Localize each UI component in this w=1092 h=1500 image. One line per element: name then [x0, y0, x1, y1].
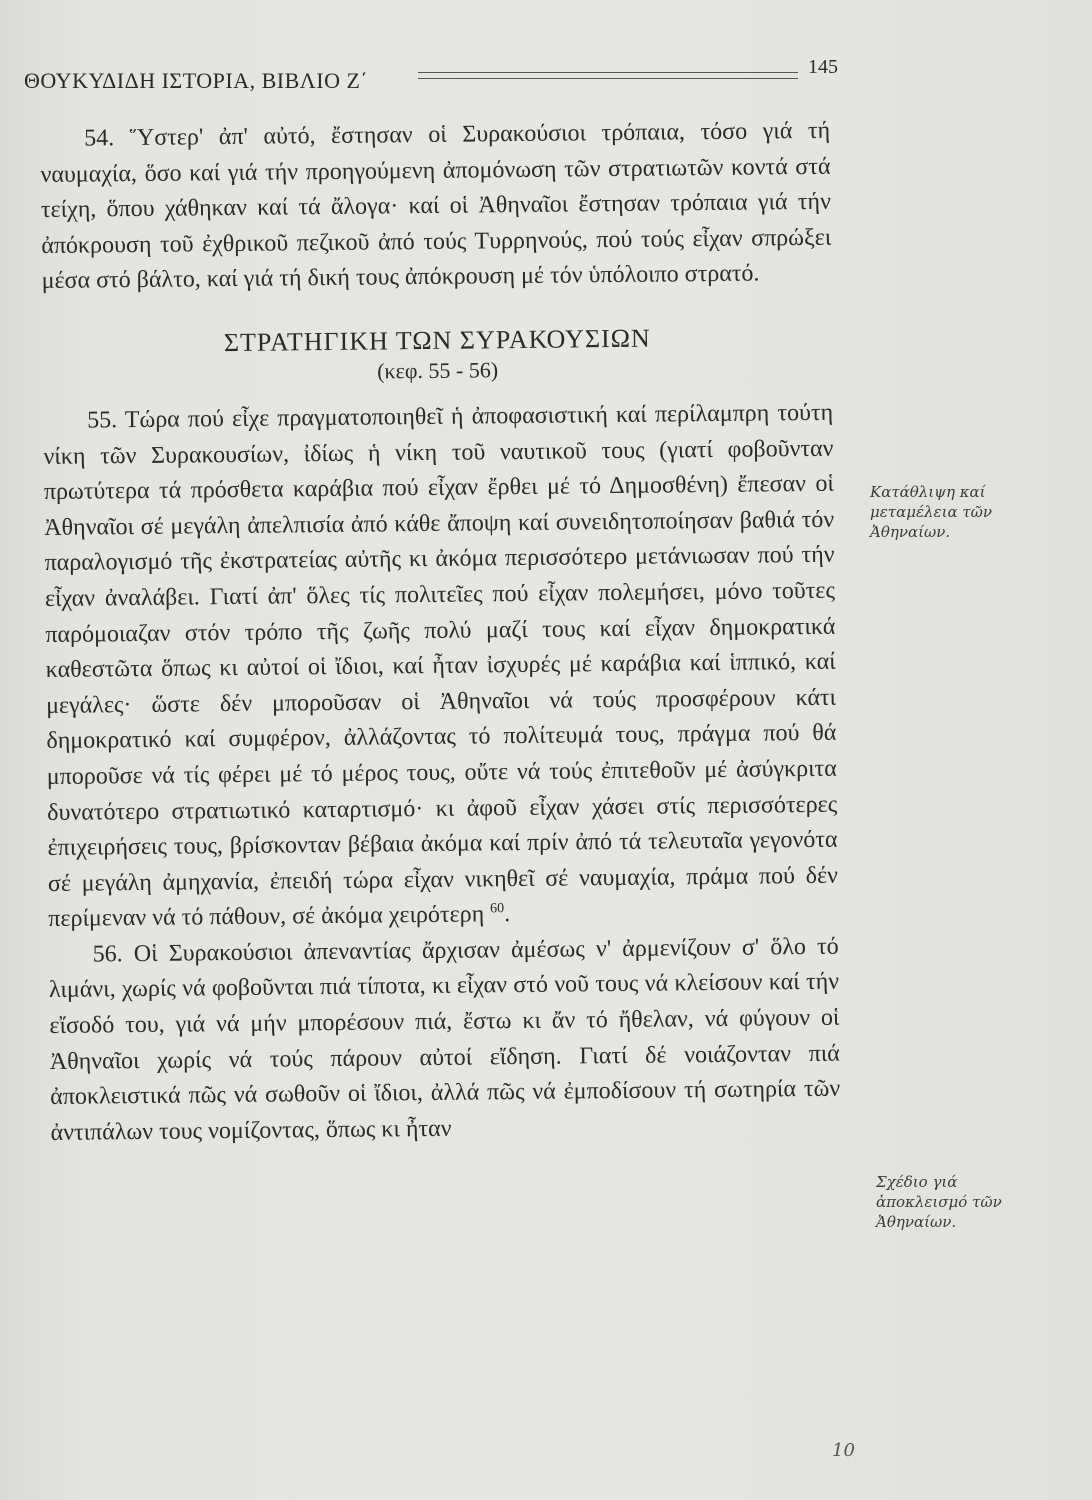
header-rule: [418, 72, 798, 79]
paragraph-54: 54. Ὕστερ' ἀπ' αὐτό, ἔστησαν οἱ Συρακούσιοι τρόπαια, τόσο γιά τή ναυμαχία, ὅσο καί γιά τήν προηγούμενη ἀπομόνωση τῶν στρατιωτῶν κοντά στά τείχη, ὅπου χάθηκαν καί τά ἄλογα· καί οἱ Ἀθηναῖοι ἔστησαν τρόπαια γιά τήν ἀπόκρουση τοῦ ἐχθρικοῦ πεζικοῦ ἀπό τούς Τυρρηνούς, πού τούς εἶχαν σπρώξει μέσα στό βάλτο, καί γιά τή δική τους ἀπόκρουση μέ τόν ὑπόλοιπο στρατό.: [40, 117, 832, 295]
page-number: 145: [808, 56, 838, 78]
paragraph-55: [43, 396, 839, 938]
section-heading: ΣΤΡΑΤΗΓΙΚΗ ΤΩΝ ΣΥΡΑΚΟΥΣΙΩΝ: [223, 323, 651, 358]
header-title: ΘΟΥΚΥΔΙΔΗ ΙΣΤΟΡΙΑ, ΒΙΒΛΙΟ Ζ΄: [24, 68, 369, 93]
margin-note-2: Σχέδιο γιά ἀποκλεισμό τῶν Ἀθηναίων.: [876, 1173, 1002, 1231]
paragraph-55-end: .: [504, 901, 511, 928]
main-text: [40, 114, 841, 1152]
section-subheading: (κεφ. 55 - 56): [376, 357, 499, 384]
footnote-ref: 60: [490, 901, 505, 917]
margin-note-1: Κατάθλιψη καί μεταμέλεια τῶν Ἀθηναίων.: [870, 483, 993, 541]
paragraph-56: 56. Οἱ Συρακούσιοι ἀπεναντίας ἄρχισαν ἀμέσως ν' ἀρμενίζουν σ' ὅλο τό λιμάνι, χωρίς νά φοβοῦνται πιά τίποτα, κι εἶχαν στό νοῦ τους νά κλείσουν καί τήν εἴσοδό του, γιά νά μήν μπορέσουν πιά, ἔστω κι ἄν τό ἤθελαν, νά φύγουν οἱ Ἀθηναῖοι χωρίς νά τούς πάρουν αὐτοί εἴδηση. Γιατί δέ νοιάζονταν πιά ἀποκλειστικά πῶς νά σωθοῦν οἱ ἴδιοι, ἀλλά πῶς νά ἐμποδίσουν τή σωτηρία τῶν ἀντιπάλων τους νομίζοντας, ὅπως κι ἦταν: [48, 933, 841, 1146]
signature-mark: 10: [832, 1440, 855, 1461]
paragraph-55-text: 55. Τώρα πού εἶχε πραγματοποιηθεῖ ἡ ἀποφασιστική καί περίλαμπρη τούτη νίκη τῶν Συρακουσίων, ἰδίως ἡ νίκη τοῦ ναυτικοῦ τους (γιατί φοβοῦνταν πρωτύτερα τά πρόσθετα καράβια πού εἶχαν ἔρθει μέ τό Δημοσθένη) ἔπεσαν οἱ Ἀθηναῖοι σέ μεγάλη ἀπελπισία ἀπό κάθε ἄποψη καί συνειδητοποίησαν βαθιά τόν παραλογισμό τῆς ἐκστρατείας αὐτῆς κι ἀκόμα περισσότερο μετάνιωσαν πού τήν εἶχαν ἀναλάβει. Γιατί ἀπ' ὅλες τίς πολιτεῖες πού εἶχαν πολεμήσει, μόνο τοῦτες παρόμοιαζαν στόν τρόπο τῆς ζωῆς πολύ μαζί τους καί εἶχαν δημοκρατικά καθεστῶτα ὅπως κι αὐτοί οἱ ἴδιοι, καί ἦταν ἰσχυρές μέ καράβια καί ἱππικό, καί μεγάλες· ὥστε δέν μποροῦσαν οἱ Ἀθηναῖοι νά τούς προσφέρουν κάτι δημοκρατικό καί συμφέρον, ἀλλάζοντας τό πολίτευμά τους, πράγμα πού θά μποροῦσε νά τίς φέρει μέ τό μέρος τους, οὔτε νά τούς ἐπιτεθοῦν μέ ἀσύγκριτα δυνατότερο στρατιωτικό καταρτισμό· κι ἀφοῦ εἶχαν χάσει στίς περισσότερες ἐπιχειρήσεις τους, βρίσκονταν βέβαια ἀκόμα καί πρίν ἀπό τά τελευταῖα γεγονότα σέ μεγάλη ἀμηχανία, ἐπειδή τώρα εἶχαν νικηθεῖ σέ ναυμαχία, πράμα πού δέν περίμεναν νά τό πάθουν, σέ ἀκόμα χειρότερη: [43, 399, 839, 933]
running-header: [24, 56, 838, 100]
